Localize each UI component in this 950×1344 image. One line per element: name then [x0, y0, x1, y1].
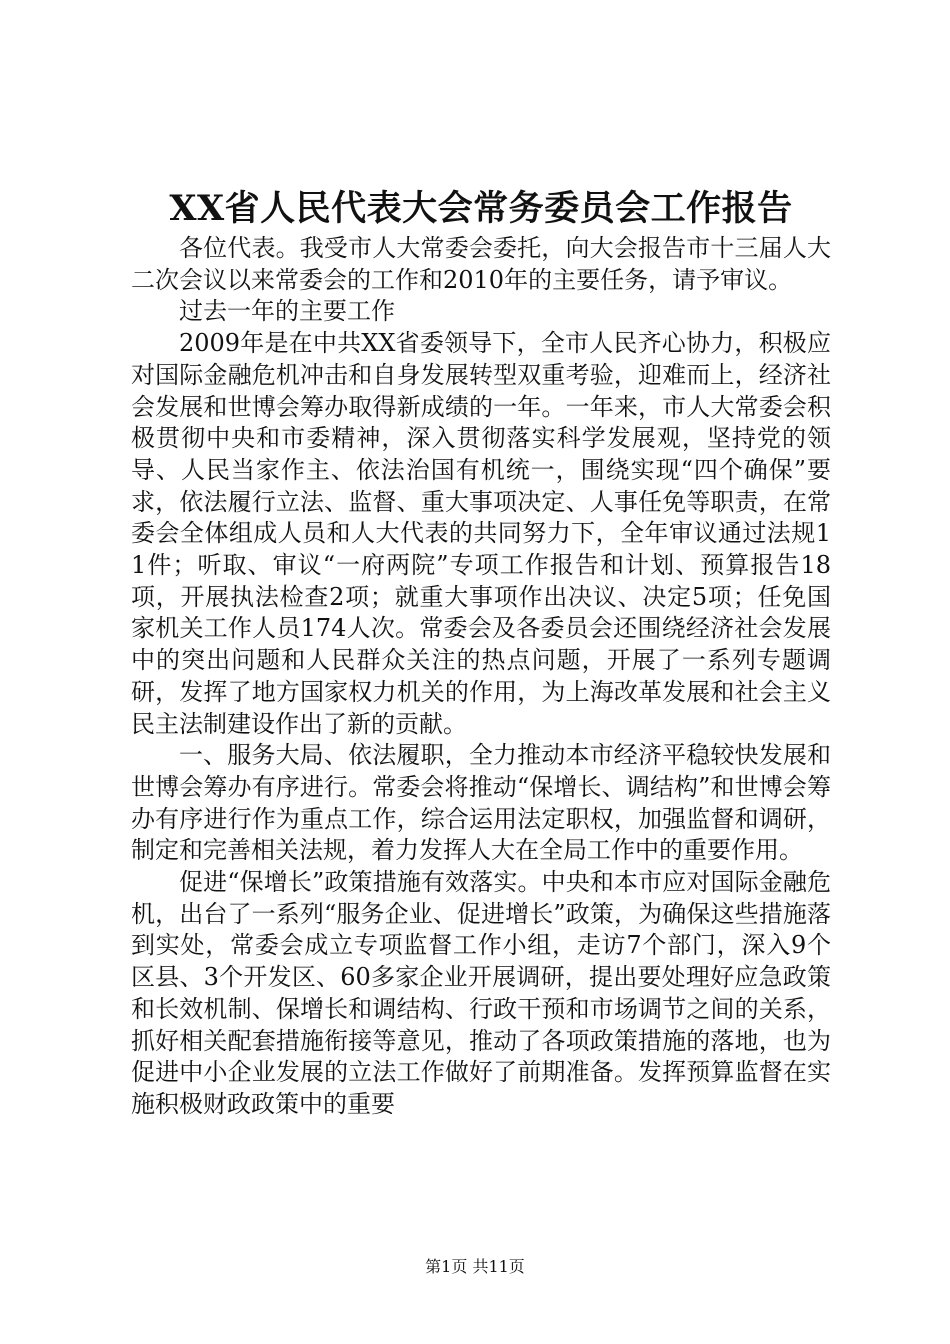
paragraph-growth-policy: 促进“保增长”政策措施有效落实。中央和本市应对国际金融危机，出台了一系列“服务企业、促进增长”政策，为确保这些措施落到实处，常委会成立专项监督工作小组，走访7个部门，深入9个区县、3个开发区、60多家企业开展调研，提出要处理好应急政策和长效机制、保增长和调结构、行政干预和市场调节之间的关系，抓好相关配套措施衔接等意见，推动了各项政策措施的落地，也为促进中小企业发展的立法工作做好了前期准备。发挥预算监督在实施积极财政政策中的重要: [131, 868, 831, 1118]
paragraph-2009-summary: 2009年是在中共XX省委领导下，全市人民齐心协力，积极应对国际金融危机冲击和自身发展转型双重考验，迎难而上，经济社会发展和世博会筹办取得新成绩的一年。一年来，市人大常委会积极贯彻中央和市委精神，深入贯彻落实科学发展观，坚持党的领导、人民当家作主、依法治国有机统一，围绕实现“四个确保”要求，依法履行立法、监督、重大事项决定、人事任免等职责，在常委会全体组成人员和人大代表的共同努力下，全年审议通过法规11件；听取、审议“一府两院”专项工作报告和计划、预算报告18项，开展执法检查2项；就重大事项作出决议、决定5项；任免国家机关工作人员174人次。常委会及各委员会还围绕经济社会发展中的突出问题和人民群众关注的热点问题，开展了一系列专题调研，发挥了地方国家权力机关的作用，为上海改革发展和社会主义民主法制建设作出了新的贡献。: [131, 329, 831, 738]
paragraph-greeting: 各位代表。我受市人大常委会委托，向大会报告市十三届人大二次会议以来常委会的工作和2010年的主要任务，请予审议。: [131, 234, 831, 294]
document-title: XX省人民代表大会常务委员会工作报告: [169, 188, 793, 229]
page-number-footer: 第1页 共11页: [425, 1257, 525, 1276]
section-heading-past-year: 过去一年的主要工作: [179, 297, 395, 326]
document-body: [131, 233, 831, 1121]
paragraph-section-one: 一、服务大局、依法履职，全力推动本市经济平稳较快发展和世博会筹办有序进行。常委会将推动“保增长、调结构”和世博会筹办有序进行作为重点工作，综合运用法定职权，加强监督和调研，制定和完善相关法规，着力发挥人大在全局工作中的重要作用。: [131, 741, 831, 865]
